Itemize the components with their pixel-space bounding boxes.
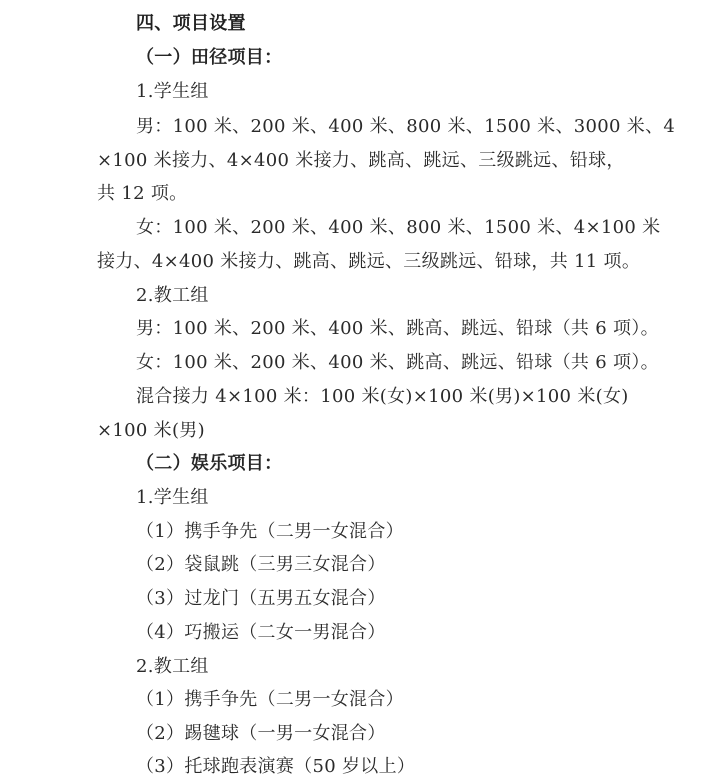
track-student-female-line-2: 接力、4×400 米接力、跳高、跳远、三级跳远、铅球，共 11 项。: [97, 251, 641, 272]
entertainment-student-item: （4）巧搬运（二女一男混合）: [136, 622, 386, 643]
track-student-group-label: 1.学生组: [136, 81, 209, 102]
track-student-female-line-1: 女：100 米、200 米、400 米、800 米、1500 米、4×100 米: [136, 217, 661, 238]
entertainment-student-item: （3）过龙门（五男五女混合）: [136, 588, 386, 609]
track-staff-relay-line-1: 混合接力 4×100 米：100 米(女)×100 米(男)×100 米(女): [136, 386, 629, 407]
entertainment-staff-item: （3）托球跑表演赛（50 岁以上）: [136, 756, 416, 777]
entertainment-staff-item: （2）踢毽球（一男一女混合）: [136, 723, 386, 744]
track-staff-male: 男：100 米、200 米、400 米、跳高、跳远、铅球（共 6 项）。: [136, 318, 659, 339]
track-staff-group-label: 2.教工组: [136, 285, 209, 306]
entertainment-staff-item: （1）携手争先（二男一女混合）: [136, 689, 404, 710]
entertainment-student-group-label: 1.学生组: [136, 487, 209, 508]
track-staff-relay-line-2: ×100 米(男): [97, 420, 205, 441]
section-title: 四、项目设置: [136, 13, 246, 34]
entertainment-student-item: （2）袋鼠跳（三男三女混合）: [136, 554, 386, 575]
entertainment-title: （二）娱乐项目：: [136, 453, 283, 474]
track-student-male-line-2: ×100 米接力、4×400 米接力、跳高、跳远、三级跳远、铅球，: [97, 150, 625, 171]
entertainment-student-item: （1）携手争先（二男一女混合）: [136, 521, 404, 542]
track-student-male-line-1: 男：100 米、200 米、400 米、800 米、1500 米、3000 米、4: [136, 116, 676, 137]
entertainment-staff-group-label: 2.教工组: [136, 656, 209, 677]
track-staff-female: 女：100 米、200 米、400 米、跳高、跳远、铅球（共 6 项）。: [136, 352, 659, 373]
track-field-title: （一）田径项目：: [136, 47, 283, 68]
track-student-male-line-3: 共 12 项。: [97, 183, 188, 204]
